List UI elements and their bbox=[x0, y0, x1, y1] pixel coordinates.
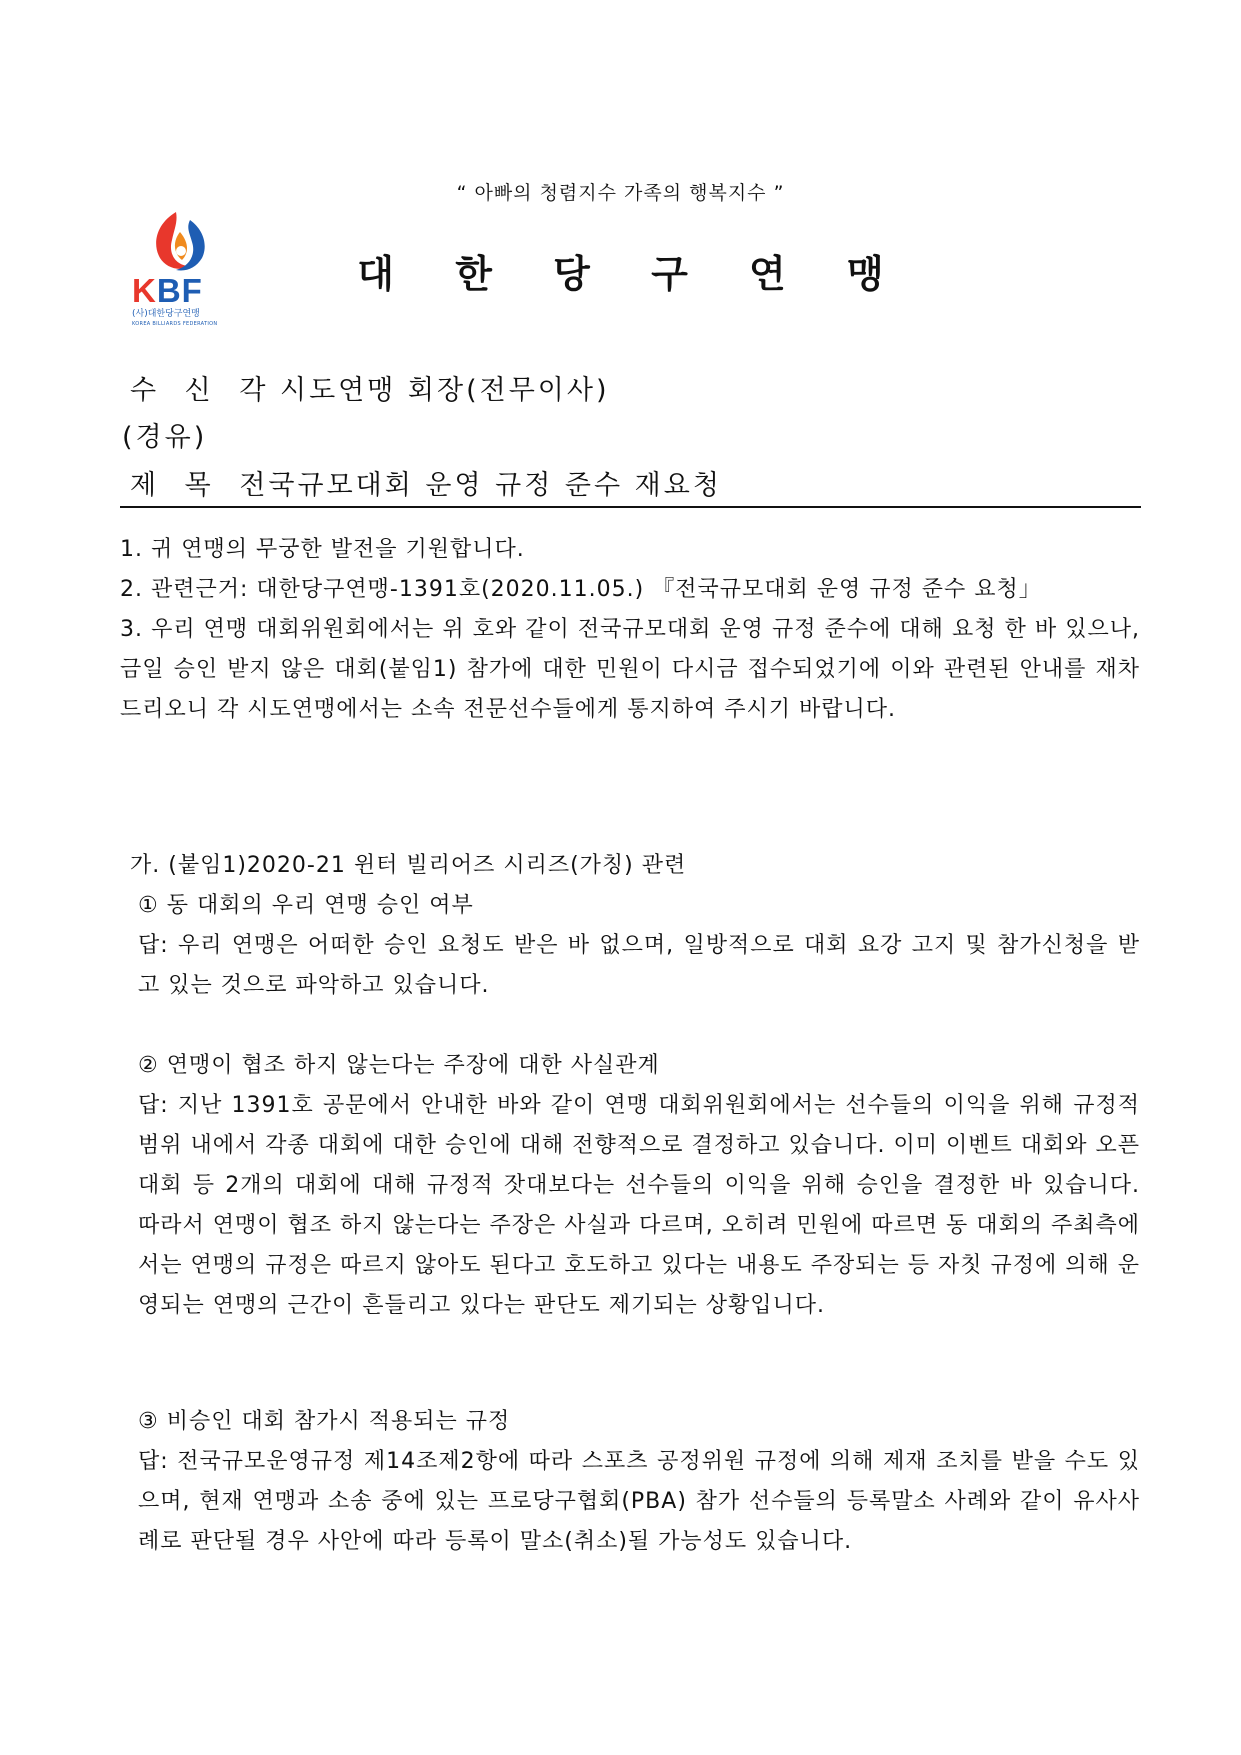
question-2: ② 연맹이 협조 하지 않는다는 주장에 대한 사실관계 bbox=[138, 1053, 660, 1078]
recipient-value: 각 시도연맹 회장(전무이사) bbox=[239, 375, 610, 406]
body-numbered bbox=[120, 530, 1140, 730]
paragraph-3: 3. 우리 연맹 대회위원회에서는 위 호와 같이 전국규모대회 운영 규정 준수에 대해 요청 한 바 있으나, 금일 승인 받지 않은 대회(붙임1) 참가에 대한 민원이 다시금 접수되었기에 이와 관련된 안내를 재차 드리오니 각 시도연맹에서는 소속 전문선수들에게 통지하여 주시기 바랍니다. bbox=[120, 617, 1140, 722]
question-3: ③ 비승인 대회 참가시 적용되는 규정 bbox=[138, 1409, 511, 1434]
item-3 bbox=[138, 1402, 1140, 1562]
subject-value: 전국규모대회 운영 규정 준수 재요청 bbox=[239, 470, 722, 501]
answer-2: 답: 지난 1391호 공문에서 안내한 바와 같이 연맹 대회위원회에서는 선수들의 이익을 위해 규정적 범위 내에서 각종 대회에 대한 승인에 대해 전향적으로 결정하고 있습니다. 이미 이벤트 대회와 오픈대회 등 2개의 대회에 대해 규정적 잣대보다는 선수들의 이익을 위해 승인을 결정한 바 있습니다. 따라서 연맹이 협조 하지 않는다는 주장은 사실과 다르며, 오히려 민원에 따르면 동 대회의 주최측에서는 연맹의 규정은 따르지 않아도 된다고 호도하고 있다는 내용도 주장되는 등 자칫 규정에 의해 운영되는 연맹의 근간이 흔들리고 있다는 판단도 제기되는 상황입니다. bbox=[138, 1093, 1140, 1318]
answer-3: 답: 전국규모운영규정 제14조제2항에 따라 스포츠 공정위원 규정에 의해 제재 조치를 받을 수도 있으며, 현재 연맹과 소송 중에 있는 프로당구협회(PBA) 참가 선수들의 등록말소 사례와 같이 유사사례로 판단될 경우 사안에 따라 등록이 말소(취소)될 가능성도 있습니다. bbox=[138, 1449, 1140, 1554]
recipient-label: 수 신 bbox=[130, 375, 214, 406]
paragraph-2: 2. 관련근거: 대한당구연맹-1391호(2020.11.05.) 『전국규모대회 운영 규정 준수 요청」 bbox=[120, 577, 1042, 602]
section-ga bbox=[130, 846, 1140, 1006]
question-1: ① 동 대회의 우리 연맹 승인 여부 bbox=[138, 893, 474, 918]
logo-wordmark: KBF bbox=[132, 272, 203, 309]
item-2 bbox=[138, 1046, 1140, 1326]
paragraph-1: 1. 귀 연맹의 무궁한 발전을 기원합니다. bbox=[120, 537, 525, 562]
recipient-line bbox=[130, 368, 609, 407]
logo-subtitle-en: KOREA BILLIARDS FEDERATION bbox=[132, 321, 218, 327]
subject-label: 제 목 bbox=[130, 470, 214, 501]
header-divider bbox=[120, 506, 1141, 508]
section-ga-title: 가. (붙임1)2020-21 윈터 빌리어즈 시리즈(가칭) 관련 bbox=[130, 853, 687, 878]
organization-title: 대 한 당 구 연 맹 bbox=[357, 252, 908, 296]
via-line: (경유) bbox=[122, 422, 208, 453]
logo-subtitle: (사)대한당구연맹 bbox=[132, 309, 200, 319]
motto: “ 아빠의 청렴지수 가족의 행복지수 ” bbox=[456, 182, 785, 204]
answer-1: 답: 우리 연맹은 어떠한 승인 요청도 받은 바 없으며, 일방적으로 대회 요강 고지 및 참가신청을 받고 있는 것으로 파악하고 있습니다. bbox=[138, 933, 1140, 998]
subject-line bbox=[130, 463, 722, 502]
